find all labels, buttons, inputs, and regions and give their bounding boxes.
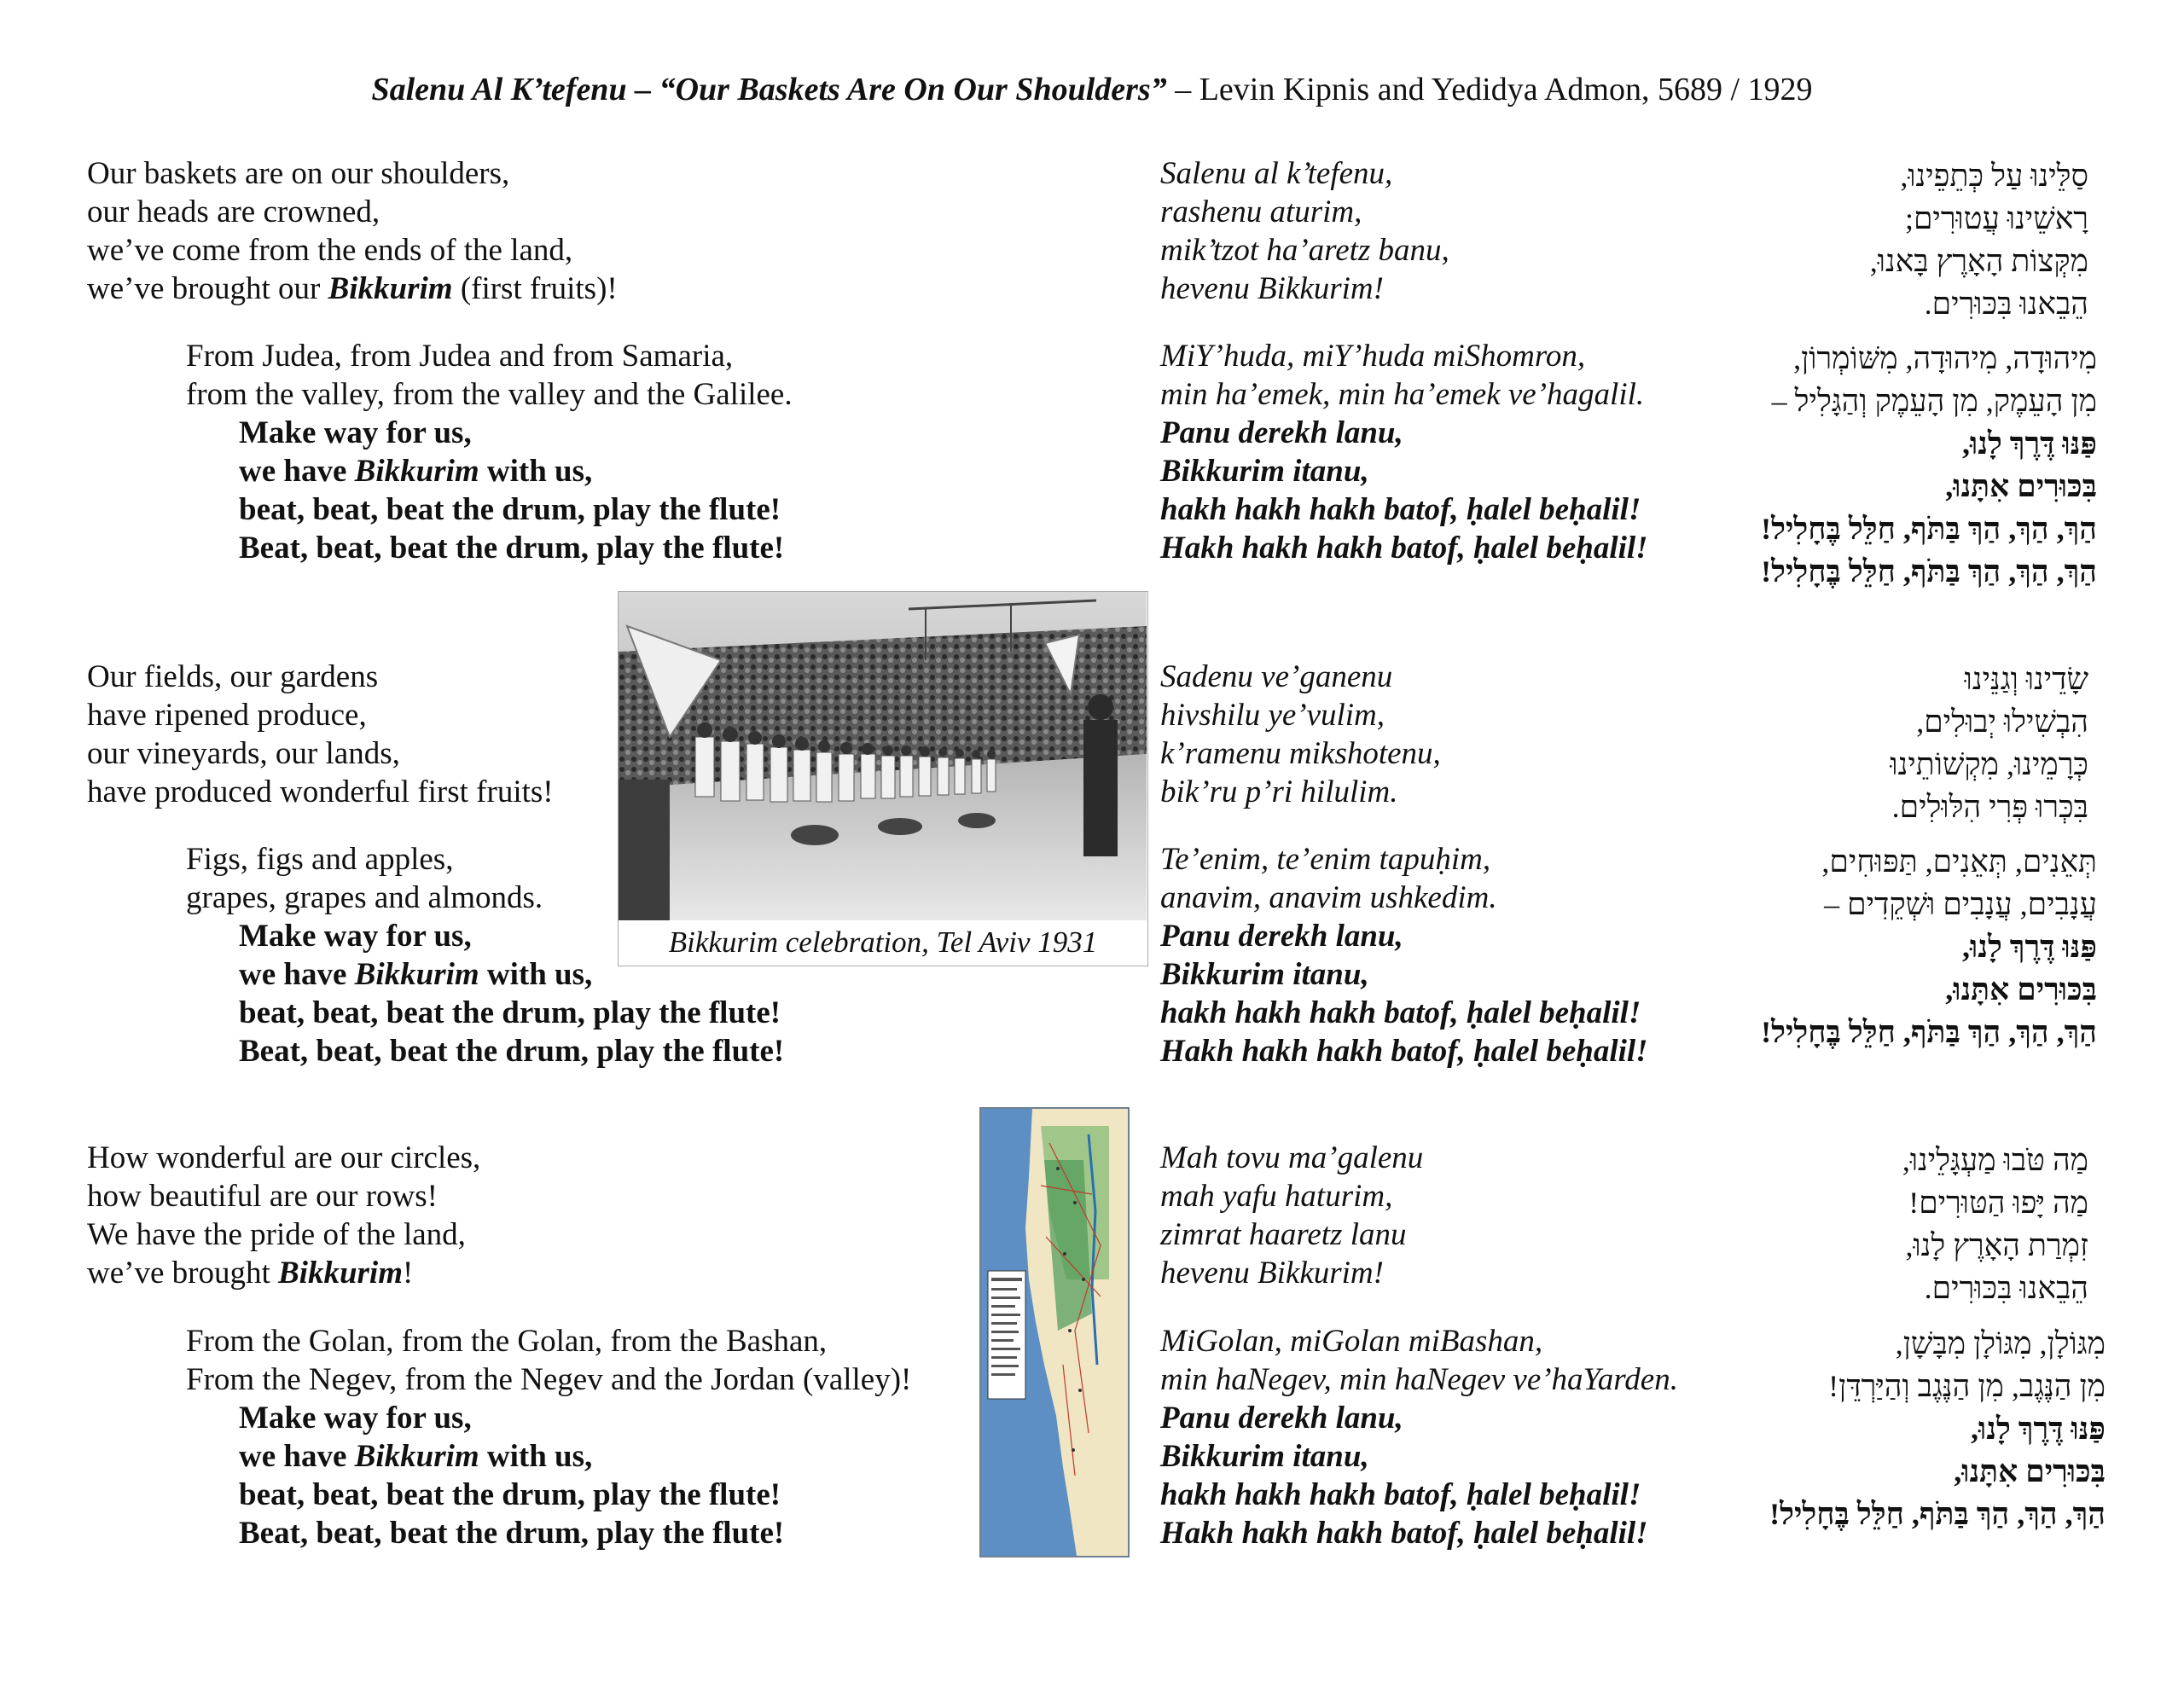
lyric-line xyxy=(186,994,784,1032)
lyric-text: ! xyxy=(403,1256,414,1291)
lyric-line: פַּנּוּ דֶּרֶךְ לָנוּ, xyxy=(1962,930,2097,964)
lyric-text: From the Negev, from the Negev and the Jordan (valley)! xyxy=(186,1362,912,1397)
lyric-line xyxy=(186,1322,911,1360)
lyric-line: בִּכּוּרִים אִתָּנוּ, xyxy=(1945,972,2097,1006)
song-title-credits: – Levin Kipnis and Yedidya Admon, 5689 / 1929 xyxy=(1166,72,1813,107)
lyric-text: how beautiful are our rows! xyxy=(87,1179,438,1214)
lyric-text: have ripened produce, xyxy=(87,698,367,733)
chorus2-english xyxy=(186,840,784,1070)
lyric-text: We have the pride of the land, xyxy=(87,1217,466,1252)
chorus1-hebrew xyxy=(1761,337,2097,593)
lyric-text: grapes, grapes and almonds. xyxy=(186,880,543,915)
lyric-text: beat, beat, beat the drum, play the flute! xyxy=(239,1477,781,1512)
lyric-line: hakh hakh hakh batof, ḥalel beḥalil! xyxy=(1160,995,1641,1030)
lyric-text: our vineyards, our lands, xyxy=(87,736,400,771)
lyric-line: rashenu aturim, xyxy=(1160,194,1362,229)
lyric-line: הֵבֵאנוּ בִּכּוּרִים. xyxy=(1924,287,2088,321)
lyric-line: Bikkurim itanu, xyxy=(1160,957,1369,992)
lyric-line xyxy=(186,337,793,375)
bikkurim-term: Bikkurim xyxy=(354,454,479,489)
lyric-text: Our fields, our gardens xyxy=(87,659,379,694)
lyric-line: Panu derekh lanu, xyxy=(1160,919,1403,954)
lyric-line: hevenu Bikkurim! xyxy=(1160,271,1384,306)
lyric-line: bik’ru p’ri hilulim. xyxy=(1160,774,1398,809)
lyric-text: we’ve come from the ends of the land, xyxy=(87,233,573,268)
lyric-line xyxy=(87,1215,480,1254)
lyric-line: הַךְ, הַךְ, הַךְ בַּתֹּף, חַלֵּל בֶּחָלִיל! xyxy=(1769,1497,2106,1531)
lyric-line xyxy=(186,490,793,529)
lyric-text: Make way for us, xyxy=(239,919,472,954)
lyric-line: hivshilu ye’vulim, xyxy=(1160,698,1385,733)
lyric-text: we’ve brought xyxy=(87,1256,278,1291)
song-title-italic: Salenu Al K’tefenu – “Our Baskets Are On Our Shoulders” xyxy=(371,72,1167,107)
lyric-line: Bikkurim itanu, xyxy=(1160,1439,1369,1474)
lyric-line: MiGolan, miGolan miBashan, xyxy=(1160,1324,1543,1359)
lyric-text: Figs, figs and apples, xyxy=(186,842,454,877)
song-title xyxy=(0,70,2184,109)
photo-caption: Bikkurim celebration, Tel Aviv 1931 xyxy=(668,925,1098,959)
lyric-line: הַךְ, הַךְ, הַךְ בַּתֹּף, חַלֵּל בֶּחָלִיל! xyxy=(1761,1015,2097,1049)
lyric-line: הִבְשִׁילוּ יְבוּלִים, xyxy=(1916,705,2088,739)
chorus1-transliteration xyxy=(1160,337,1648,567)
lyric-line: min haNegev, min haNegev ve’haYarden. xyxy=(1160,1362,1678,1397)
lyric-line: Te’enim, te’enim tapuḥim, xyxy=(1160,842,1491,877)
lyric-line: תְּאֵנִים, תְּאֵנִים, תַּפּוּחִים, xyxy=(1821,844,2097,879)
lyric-line xyxy=(186,1476,911,1514)
lyric-line: Panu derekh lanu, xyxy=(1160,1401,1403,1436)
lyric-line xyxy=(186,529,793,567)
bikkurim-term: Bikkurim xyxy=(278,1256,403,1291)
lyric-line: שָׂדֵינוּ וְגַנֵּינוּ xyxy=(1964,662,2088,696)
lyric-line xyxy=(186,1514,911,1552)
lyric-text: we have xyxy=(239,1439,355,1474)
lyric-line: הַךְ, הַךְ, הַךְ בַּתֹּף, חַלֵּל בֶּחָלִיל! xyxy=(1761,554,2097,589)
lyric-line: בִּכּוּרִים אִתָּנוּ, xyxy=(1945,469,2097,503)
lyric-line xyxy=(87,231,618,270)
verse2-transliteration xyxy=(1160,658,1441,811)
bikkurim-term: Bikkurim xyxy=(354,957,479,992)
chorus3-transliteration xyxy=(1160,1322,1678,1552)
lyric-line xyxy=(186,1360,911,1399)
lyric-text: How wonderful are our circles, xyxy=(87,1140,481,1175)
verse3-english xyxy=(87,1139,480,1292)
lyric-line: anavim, anavim ushkedim. xyxy=(1160,880,1497,915)
lyric-line: מִן הַנֶּגֶב, מִן הַנֶּגֶב וְהַיַּרְדֵּן! xyxy=(1828,1369,2106,1403)
lyric-line: Mah tovu ma’galenu xyxy=(1160,1140,1424,1175)
lyric-line xyxy=(186,375,793,414)
lyric-line: mah yafu haturim, xyxy=(1160,1179,1393,1214)
lyric-line xyxy=(87,154,618,193)
lyric-line xyxy=(186,414,793,452)
verse2-english xyxy=(87,658,554,811)
lyric-line: hakh hakh hakh batof, ḥalel beḥalil! xyxy=(1160,1477,1641,1512)
lyric-line: Salenu al k’tefenu, xyxy=(1160,156,1393,191)
bikkurim-term: Bikkurim xyxy=(328,271,453,306)
lyric-text: Make way for us, xyxy=(239,1401,472,1436)
lyric-text: Our baskets are on our shoulders, xyxy=(87,156,510,191)
lyric-line xyxy=(87,1254,480,1292)
lyric-line: מִן הָעֵמֶק, מִן הָעֵמֶק וְהַגָּלִיל – xyxy=(1771,384,2097,418)
lyric-text: Make way for us, xyxy=(239,415,472,450)
lyric-line: פַּנּוּ דֶּרֶךְ לָנוּ, xyxy=(1962,426,2097,461)
lyric-line xyxy=(87,270,618,308)
lyric-line xyxy=(186,1399,911,1437)
lyric-line: min ha’emek, min ha’emek ve’hagalil. xyxy=(1160,377,1645,412)
lyric-line xyxy=(186,1437,911,1476)
lyric-text: with us, xyxy=(479,454,593,489)
bikkurim-term: Bikkurim xyxy=(354,1439,479,1474)
lyric-line xyxy=(186,452,793,490)
lyric-line: zimrat haaretz lanu xyxy=(1160,1217,1407,1252)
lyric-line: עֲנָבִים, עֲנָבִים וּשְׁקֵדִים – xyxy=(1824,887,2097,921)
lyric-line xyxy=(87,658,554,696)
verse1-transliteration xyxy=(1160,154,1449,308)
lyric-line xyxy=(186,840,784,879)
lyric-line xyxy=(87,734,554,773)
lyric-line xyxy=(186,1032,784,1070)
chorus3-hebrew xyxy=(1769,1322,2106,1535)
verse1-english xyxy=(87,154,618,308)
lyric-line xyxy=(87,1139,480,1177)
lyric-text: beat, beat, beat the drum, play the flute! xyxy=(239,492,781,527)
chorus2-transliteration xyxy=(1160,840,1648,1070)
lyric-line: hakh hakh hakh batof, ḥalel beḥalil! xyxy=(1160,492,1641,527)
lyric-line: רָאשֵׁינוּ עֲטוּרִים; xyxy=(1904,201,2088,235)
lyric-text: from the valley, from the valley and the Galilee. xyxy=(186,377,793,412)
lyric-line: כְּרָמֵינוּ, מִקְשׁוֹתֵינוּ xyxy=(1890,747,2088,781)
lyric-line: סַלֵּינוּ עַל כְּתֵפֵינוּ, xyxy=(1900,159,2088,193)
lyric-line: Sadenu ve’ganenu xyxy=(1160,659,1393,694)
lyric-line: k’ramenu mikshotenu, xyxy=(1160,736,1441,771)
lyric-text: beat, beat, beat the drum, play the flute! xyxy=(239,995,781,1030)
lyric-text: we’ve brought our xyxy=(87,271,328,306)
lyric-text: we have xyxy=(239,957,355,992)
lyric-text: Beat, beat, beat the drum, play the flute! xyxy=(239,531,785,566)
lyric-line: Hakh hakh hakh batof, ḥalel beḥalil! xyxy=(1160,1516,1648,1551)
lyric-text: Beat, beat, beat the drum, play the flute! xyxy=(239,1516,785,1551)
lyric-line: Hakh hakh hakh batof, ḥalel beḥalil! xyxy=(1160,1034,1648,1069)
lyric-line: הֵבֵאנוּ בִּכּוּרִים. xyxy=(1924,1271,2088,1305)
lyric-text: From Judea, from Judea and from Samaria, xyxy=(186,339,734,374)
verse3-transliteration xyxy=(1160,1139,1423,1292)
verse3-hebrew xyxy=(1902,1139,2088,1309)
lyric-text: with us, xyxy=(479,957,593,992)
lyric-line xyxy=(87,696,554,734)
lyric-text: From the Golan, from the Golan, from the Bashan, xyxy=(186,1324,828,1359)
chorus1-english xyxy=(186,337,793,567)
lyric-text: Beat, beat, beat the drum, play the flute! xyxy=(239,1034,785,1069)
lyric-line: פַּנּוּ דֶּרֶךְ לָנוּ, xyxy=(1971,1412,2106,1446)
israel-map xyxy=(979,1107,1130,1557)
verse2-hebrew xyxy=(1890,658,2088,828)
lyric-line: מִקְּצוֹת הָאָרֶץ בָּאנוּ, xyxy=(1869,244,2088,278)
lyric-line: הַךְ, הַךְ, הַךְ בַּתֹּף, חַלֵּל בֶּחָלִיל! xyxy=(1761,512,2097,546)
verse1-hebrew xyxy=(1870,154,2088,325)
lyric-text: (first fruits)! xyxy=(452,271,618,306)
lyric-line: מִגּוֹלָן, מִגּוֹלָן מִבָּשָׁן, xyxy=(1895,1326,2106,1360)
lyric-line: מַה טֹּבוּ מַעְגָּלֵינוּ, xyxy=(1902,1143,2088,1177)
lyric-line: Panu derekh lanu, xyxy=(1160,415,1403,450)
lyric-line: MiY’huda, miY’huda miShomron, xyxy=(1160,339,1586,374)
lyric-text: with us, xyxy=(479,1439,593,1474)
lyric-line: מִיהוּדָה, מִיהוּדָה, מִשּׁוֹמְרוֹן, xyxy=(1793,341,2097,375)
lyric-line: זִמְרַת הָאָרֶץ לָנוּ, xyxy=(1905,1228,2088,1262)
lyric-line xyxy=(87,1177,480,1215)
chorus2-hebrew xyxy=(1761,840,2097,1053)
lyric-line: hevenu Bikkurim! xyxy=(1160,1256,1384,1291)
lyric-text: our heads are crowned, xyxy=(87,194,380,229)
lyric-line: Bikkurim itanu, xyxy=(1160,454,1369,489)
lyric-line: mik’tzot ha’aretz banu, xyxy=(1160,233,1449,268)
lyric-line: Hakh hakh hakh batof, ḥalel beḥalil! xyxy=(1160,531,1648,566)
lyric-line: בִּכְּרוּ פְּרִי הִלּוּלִים. xyxy=(1891,790,2088,824)
chorus3-english xyxy=(186,1322,911,1552)
lyric-text: we have xyxy=(239,454,355,489)
map-image xyxy=(981,1109,1128,1556)
lyric-line xyxy=(87,773,554,811)
lyric-line: בִּכּוּרִים אִתָּנוּ, xyxy=(1954,1454,2106,1488)
lyric-line: מַה יָּפוּ הַטּוּרִים! xyxy=(1908,1186,2088,1220)
lyric-line xyxy=(186,917,784,955)
lyric-line xyxy=(87,193,618,231)
lyric-line xyxy=(186,879,784,917)
lyric-line xyxy=(186,955,784,994)
lyric-text: have produced wonderful first fruits! xyxy=(87,774,554,809)
